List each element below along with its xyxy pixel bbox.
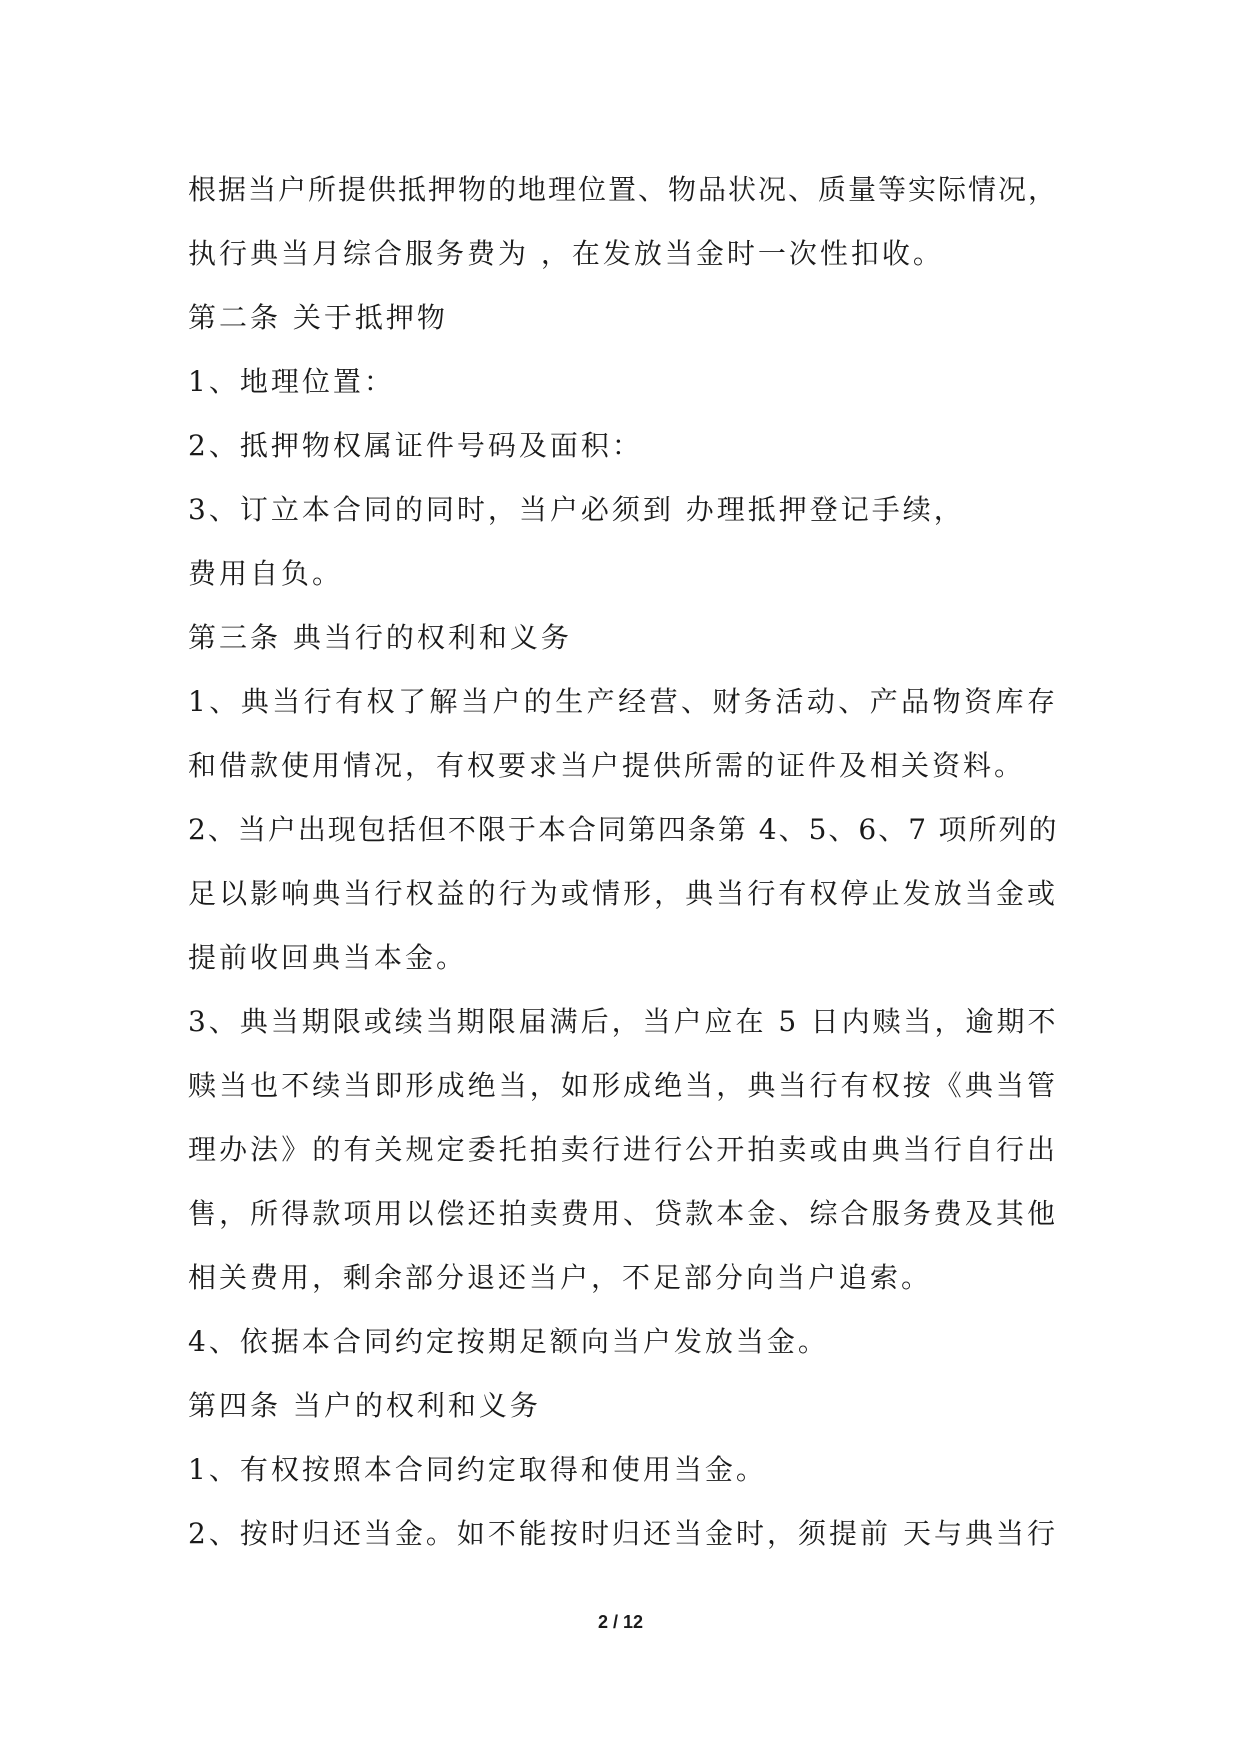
text-line: 相关费用，剩余部分退还当户，不足部分向当户追索。: [188, 1261, 933, 1294]
text-line: 执行典当月综合服务费为 ，在发放当金时一次性扣收。: [188, 237, 944, 270]
text-line: 理办法》的有关规定委托拍卖行进行公开拍卖或由典当行自行出: [188, 1133, 1058, 1166]
text-line: 赎当也不续当即形成绝当，如形成绝当，典当行有权按《典当管: [188, 1069, 1058, 1102]
text-line: 提前收回典当本金。: [188, 941, 468, 974]
text-line: 4、依据本合同约定按期足额向当户发放当金。: [188, 1325, 829, 1358]
page-number: 2 / 12: [597, 1612, 644, 1632]
section-heading: 第二条 关于抵押物: [188, 301, 448, 334]
text-line: 足以影响典当行权益的行为或情形，典当行有权停止发放当金或: [188, 877, 1058, 910]
document-body: [188, 158, 1058, 1566]
text-line: 2、当户出现包括但不限于本合同第四条第 4、5、6、7 项所列的: [188, 813, 1058, 846]
text-line: 费用自负。: [188, 557, 344, 590]
section-heading: 第三条 典当行的权利和义务: [188, 621, 572, 654]
section-heading: 第四条 当户的权利和义务: [188, 1389, 541, 1422]
text-line: 售，所得款项用以偿还拍卖费用、贷款本金、综合服务费及其他: [188, 1197, 1058, 1230]
text-line: 和借款使用情况，有权要求当户提供所需的证件及相关资料。: [188, 749, 1026, 782]
text-line: 3、典当期限或续当期限届满后，当户应在 5 日内赎当，逾期不: [188, 1005, 1058, 1038]
text-line: 1、地理位置：: [188, 365, 395, 398]
text-line: 1、典当行有权了解当户的生产经营、财务活动、产品物资库存: [188, 685, 1058, 718]
text-line: 根据当户所提供抵押物的地理位置、物品状况、质量等实际情况，: [188, 173, 1059, 206]
text-line: 3、订立本合同的同时，当户必须到 办理抵押登记手续，: [188, 493, 965, 526]
text-line: 2、按时归还当金。如不能按时归还当金时，须提前 天与典当行: [188, 1517, 1058, 1550]
text-line: 1、有权按照本合同约定取得和使用当金。: [188, 1453, 767, 1486]
text-line: 2、抵押物权属证件号码及面积：: [188, 429, 643, 462]
